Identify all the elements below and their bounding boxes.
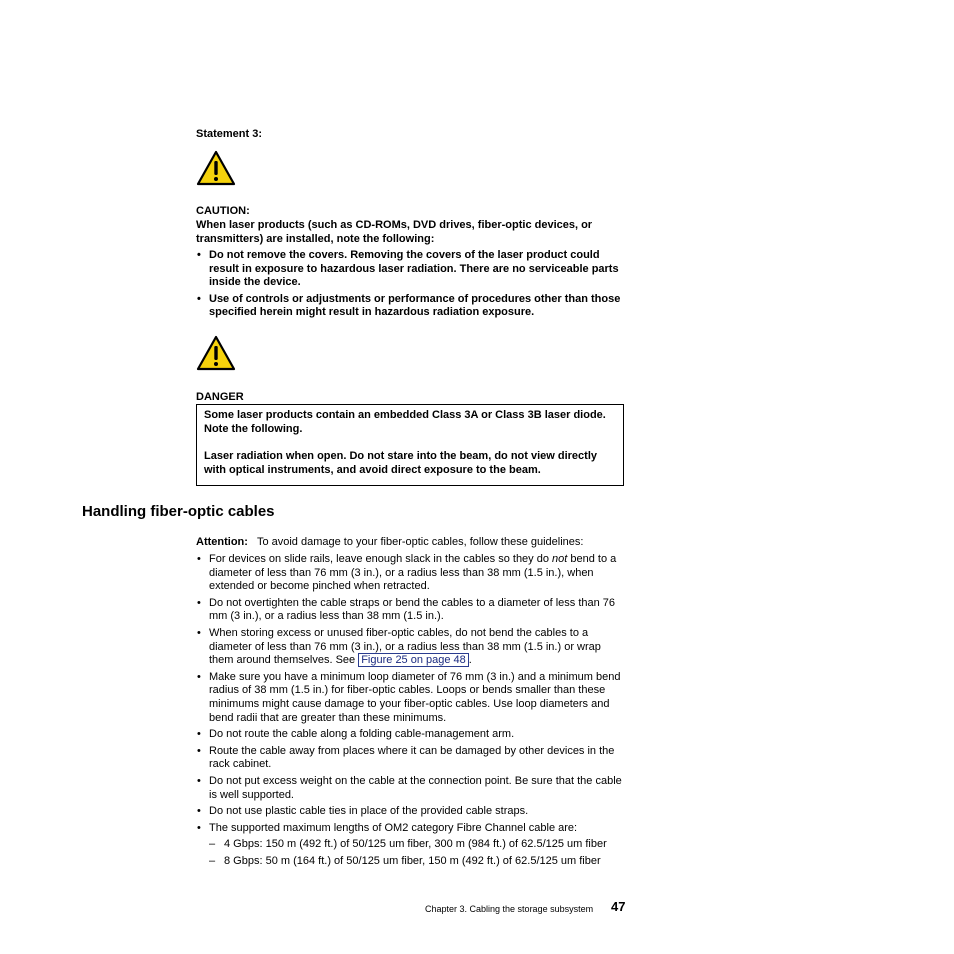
list-item: • Route the cable away from places where it can be damaged by other devices in the rack cabinet. — [197, 744, 615, 771]
bullet-icon: • — [197, 821, 201, 834]
warning-triangle-icon — [196, 335, 236, 371]
attention-line — [196, 536, 636, 550]
figure-reference-link[interactable]: Figure 25 on page 48 — [358, 653, 469, 667]
caution-label: CAUTION: — [196, 205, 250, 217]
caution-intro: When laser products (such as CD-ROMs, DVD drives, fiber-optic devices, or transmitters) are installed, note the following: — [196, 219, 593, 245]
sub-list-item: – 4 Gbps: 150 m (492 ft.) of 50/125 um fiber, 300 m (984 ft.) of 62.5/125 um fiber — [209, 838, 607, 851]
list-item: • Do not overtighten the cable straps or bend the cables to a diameter of less than 76 mm (3 in.), or a radius less than 38 mm (1.5 in.). — [197, 596, 616, 623]
list-item: • Do not use plastic cable ties in place of the provided cable straps. — [197, 805, 529, 818]
warning-triangle-icon — [196, 150, 236, 186]
danger-notice-box — [196, 404, 624, 486]
danger-paragraph: Some laser products contain an embedded Class 3A or Class 3B laser diode. Note the following. — [204, 409, 606, 435]
bullet-icon: • — [197, 626, 201, 639]
guideline-list — [196, 553, 626, 871]
dash-icon: – — [209, 854, 216, 867]
list-item: • Do not route the cable along a folding cable-management arm. — [197, 728, 515, 741]
bullet-icon: • — [197, 805, 201, 818]
list-item: • Do not put excess weight on the cable at the connection point. Be sure that the cable is well supported. — [197, 774, 622, 801]
list-item: • For devices on slide rails, leave enough slack in the cables so they do not bend to a diameter of less than 76 mm (3 in.), or a radius less than 38 mm (1.5 in.), when extended or become pinched when retracted. — [197, 553, 617, 593]
caution-list — [196, 249, 626, 323]
bullet-icon: • — [197, 774, 201, 787]
bullet-icon: • — [197, 596, 201, 609]
statement-label: Statement 3: — [196, 128, 263, 140]
page-number: 47 — [611, 899, 626, 914]
list-item: • Use of controls or adjustments or performance of procedures other than those specified herein might result in hazardous radiation exposure. — [197, 292, 621, 319]
footer-chapter-title: Chapter 3. Cabling the storage subsystem — [425, 904, 594, 914]
bullet-icon: • — [197, 670, 201, 683]
attention-text: To avoid damage to your fiber-optic cables, follow these guidelines: — [256, 536, 584, 548]
list-item: • Do not remove the covers. Removing the covers of the laser product could result in exposure to hazardous laser radiation. There are no serviceable parts inside the device. — [197, 249, 619, 289]
danger-paragraph: Laser radiation when open. Do not stare into the beam, do not view directly with optical instruments, and avoid direct exposure to the beam. — [204, 450, 598, 476]
bullet-icon: • — [197, 292, 201, 305]
sub-list — [209, 838, 626, 868]
list-item: • Make sure you have a minimum loop diameter of 76 mm (3 in.) and a minimum bend radius of 38 mm (1.5 in.) for fiber-optic cables. Loops or bends smaller than these minimums might cause damage to your fiber-optic cables. Use loop diameters and bend radii that are greater than these minimums. — [197, 670, 621, 724]
dash-icon: – — [209, 838, 216, 851]
list-item: • When storing excess or unused fiber-optic cables, do not bend the cables to a diameter of less than 76 mm (3 in.), or a radius less than 38 mm (1.5 in.) or wrap them around themselves. See Figure 25 on page 48 . — [197, 626, 601, 667]
sub-list-item: – 8 Gbps: 50 m (164 ft.) of 50/125 um fiber, 150 m (492 ft.) of 62.5/125 um fiber — [209, 854, 601, 867]
section-heading: Handling fiber-optic cables — [82, 503, 275, 520]
bullet-icon: • — [197, 744, 201, 757]
bullet-icon: • — [197, 249, 201, 261]
bullet-icon: • — [197, 553, 201, 565]
bullet-icon: • — [197, 728, 201, 741]
attention-label: Attention: — [196, 536, 248, 548]
danger-label: DANGER — [196, 391, 244, 403]
list-item: • The supported maximum lengths of OM2 category Fibre Channel cable are: – 4 Gbps: 150 m (492 ft.) of 50/125 um fiber, 300 m (984 ft.) of 62.5/125 um fiber – 8 Gbps: 50 m (164 ft.) of 50/125 um fiber, 150 m (492 ft.) of 62.5/125 um fiber — [196, 822, 626, 869]
